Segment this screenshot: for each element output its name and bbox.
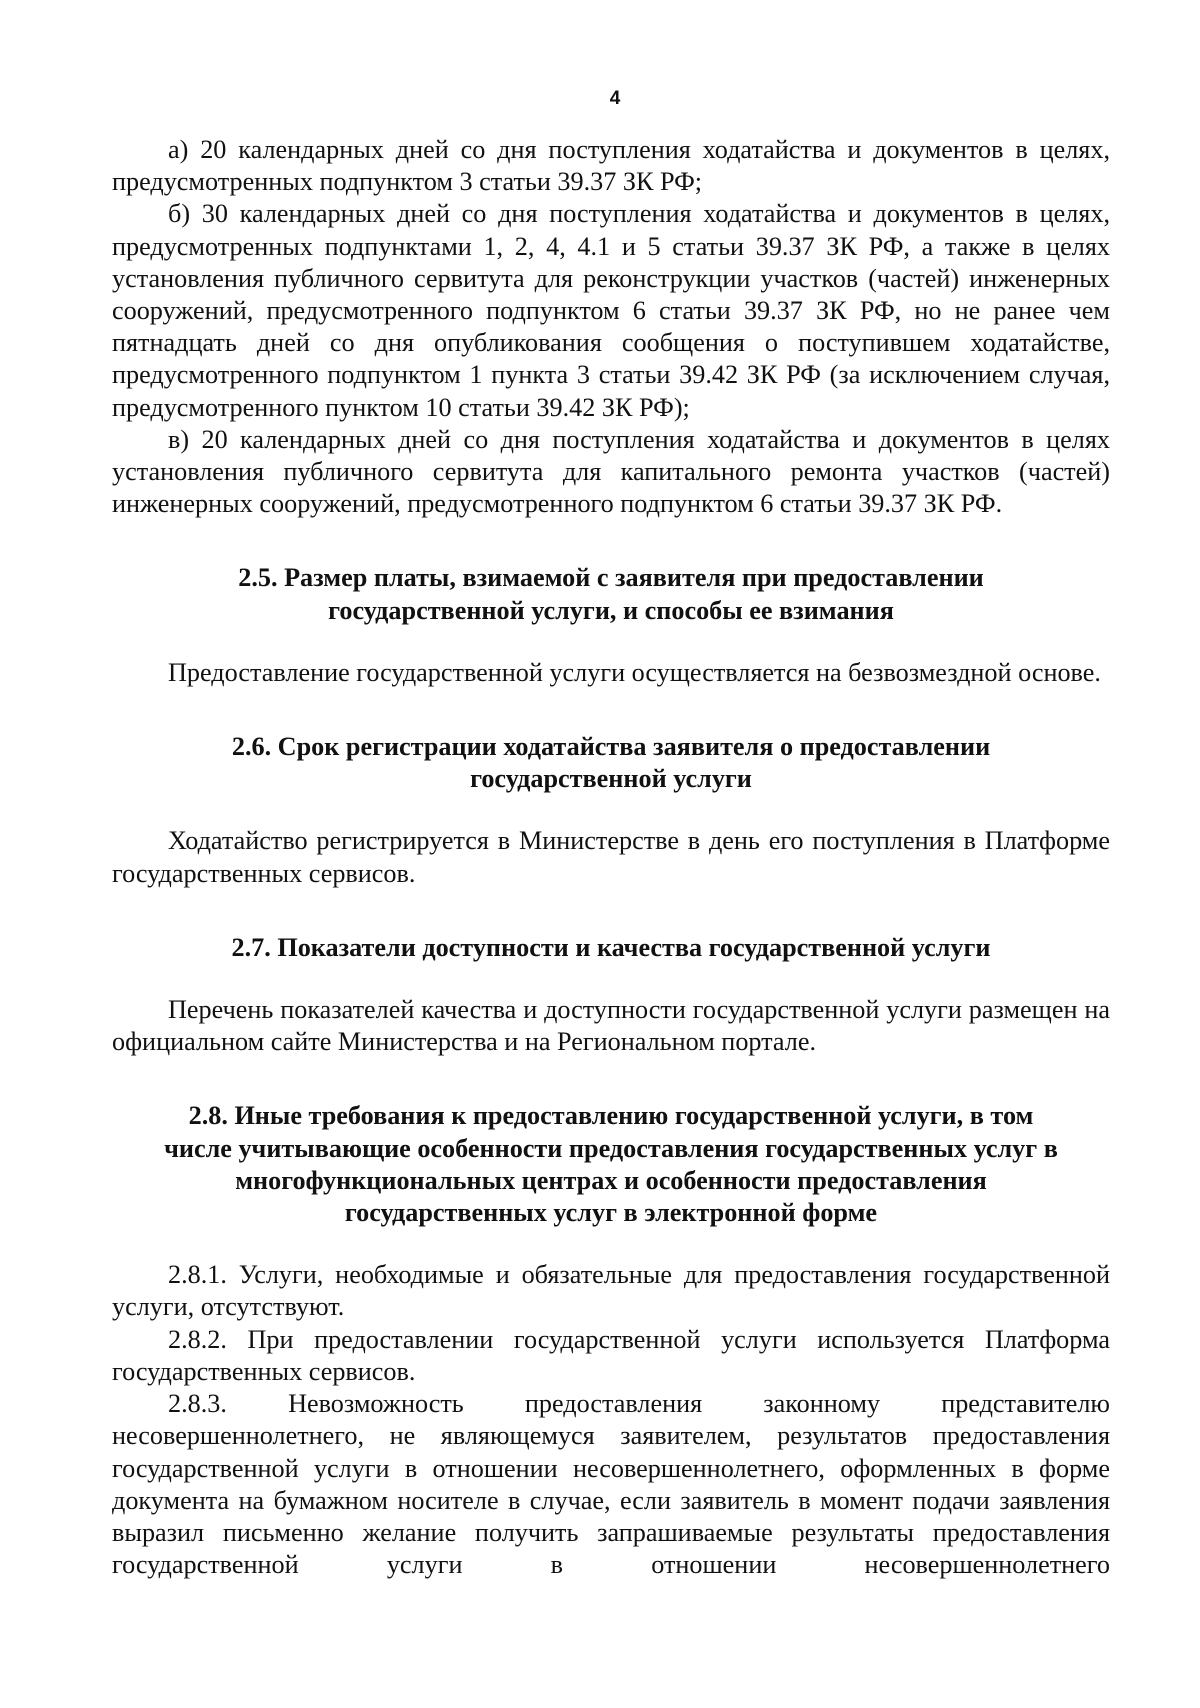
section-2-5-heading [112,562,1110,626]
section-2-5-heading-line-1: 2.5. Размер платы, взимаемой с заявителя при предоставлении [238,563,984,593]
section-2-8-heading-line-3: многофункциональных центрах и особенности предоставления [235,1165,987,1195]
section-2-8-heading-line-2: числе учитывающие особенности предоставления государственных услуг в [164,1133,1058,1163]
section-2-8-heading [112,1100,1110,1229]
section-2-5-heading-line-2: государственной услуги, и способы ее взимания [328,595,894,625]
document-body [112,134,1110,1581]
paragraph-a: а) 20 календарных дней со дня поступления ходатайства и документов в целях, предусмотренных подпунктом 3 статьи 39.37 ЗК РФ; [112,135,1110,197]
section-2-8-heading-line-4: государственных услуг в электронной форме [344,1198,878,1228]
section-2-6-heading-line-1: 2.6. Срок регистрации ходатайства заявителя о предоставлении [231,732,991,762]
section-2-7-heading [112,932,1110,964]
section-2-7-heading-line-1: 2.7. Показатели доступности и качества государственной услуги [231,932,991,962]
section-2-8-heading-line-1: 2.8. Иные требования к предоставлению государственной услуги, в том [188,1101,1034,1131]
section-2-8-3-text: 2.8.3. Невозможность предоставления законному представителю несовершеннолетнего, не являющемуся заявителем, результатов предоставления государственной услуги в отношении несовершеннолетнего, оформленных в форме документа на бумажном носителе в случае, если заявитель в момент подачи заявления выразил письменно желание получить запрашиваемые результаты предоставления государственной услуги в отношении несовершеннолетнего [112,1389,1110,1580]
section-2-5-text: Предоставление государственной услуги осуществляется на безвозмездной основе. [168,657,1101,687]
section-2-8-2-text: 2.8.2. При предоставлении государственной услуги используется Платформа государственных сервисов. [112,1324,1110,1386]
paragraph-v: в) 20 календарных дней со дня поступления ходатайства и документов в целях установления публичного сервитута для капитального ремонта участков (частей) инженерных сооружений, предусмотренного подпунктом 6 статьи 39.37 ЗК РФ. [112,424,1110,519]
section-2-7-text: Перечень показателей качества и доступности государственной услуги размещен на официальном сайте Министерства и на Региональном портале. [112,995,1110,1057]
page-number: 4 [609,88,621,109]
section-2-6-text: Ходатайство регистрируется в Министерстве в день его поступления в Платформе государственных сервисов. [112,826,1110,888]
section-2-8-1-text: 2.8.1. Услуги, необходимые и обязательные для предоставления государственной услуги, отсутствуют. [112,1260,1110,1322]
section-2-6-heading-line-2: государственной услуги [470,764,752,794]
section-2-6-heading [112,731,1110,795]
paragraph-b: б) 30 календарных дней со дня поступления ходатайства и документов в целях, предусмотренных подпунктами 1, 2, 4, 4.1 и 5 статьи 39.37 ЗК РФ, а также в целях установления публичного сервитута для реконструкции участков (частей) инженерных сооружений, предусмотренного подпунктом 6 статьи 39.37 ЗК РФ, но не ранее чем пятнадцать дней со дня опубликования сообщения о поступившем ходатайстве, предусмотренного подпунктом 1 пункта 3 статьи 39.42 ЗК РФ (за исключением случая, предусмотренного пунктом 10 статьи 39.42 ЗК РФ); [112,199,1110,422]
